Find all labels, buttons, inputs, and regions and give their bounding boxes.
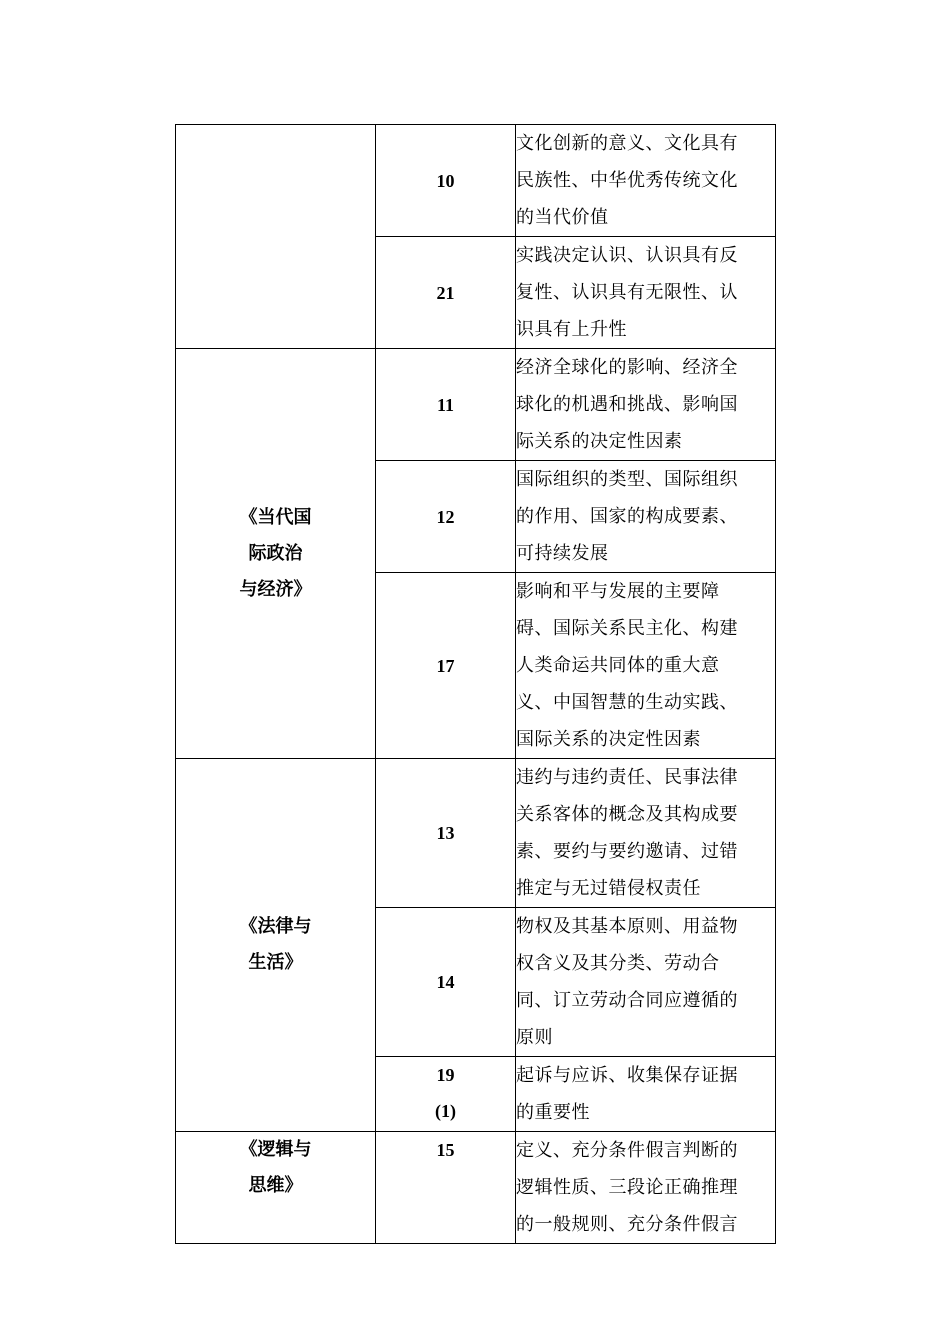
table-row: [176, 759, 776, 908]
topic-line: 复性、认识具有无限性、认: [516, 282, 738, 303]
topic-line: 违约与违约责任、民事法律: [516, 767, 738, 788]
module-cell-international-politics: [176, 349, 376, 759]
question-number: 17: [376, 573, 516, 759]
topic-line: 影响和平与发展的主要障: [516, 581, 720, 602]
topic-line: 国际组织的类型、国际组织: [516, 469, 738, 490]
table-row: [176, 1132, 776, 1244]
topic-line: 文化创新的意义、文化具有: [516, 133, 738, 154]
topic-line: 的当代价值: [516, 207, 609, 228]
topic-line: 推定与无过错侵权责任: [516, 878, 701, 899]
topic-cell: [516, 573, 776, 759]
topic-line: 民族性、中华优秀传统文化: [516, 170, 738, 191]
topic-cell: [516, 125, 776, 237]
module-cell-law-and-life: [176, 759, 376, 1132]
question-number: 21: [376, 237, 516, 349]
topic-line: 识具有上升性: [516, 319, 627, 340]
module-title-line: 思维》: [248, 1175, 303, 1196]
topic-line: 素、要约与要约邀请、过错: [516, 841, 738, 862]
topic-cell: [516, 759, 776, 908]
table-row: [176, 349, 776, 461]
topic-line: 实践决定认识、认识具有反: [516, 245, 738, 266]
module-cell-logic-and-thinking: [176, 1132, 376, 1244]
topic-cell: [516, 1132, 776, 1244]
topic-line: 国际关系的决定性因素: [516, 729, 701, 750]
topic-line: 权含义及其分类、劳动合: [516, 953, 720, 974]
question-number-sub: (1): [435, 1101, 456, 1121]
topic-line: 起诉与应诉、收集保存证据: [516, 1065, 738, 1086]
module-title-line: 《当代国: [239, 506, 312, 528]
topic-line: 经济全球化的影响、经济全: [516, 357, 738, 378]
module-title-line: 生活》: [248, 952, 303, 973]
topic-cell: [516, 349, 776, 461]
topic-line: 的作用、国家的构成要素、: [516, 506, 738, 527]
topic-line: 义、中国智慧的生动实践、: [516, 692, 738, 713]
topic-cell: [516, 908, 776, 1057]
topic-line: 物权及其基本原则、用益物: [516, 916, 738, 937]
table-row: [176, 125, 776, 237]
topic-line: 碍、国际关系民主化、构建: [516, 618, 738, 639]
topic-line: 的重要性: [516, 1102, 590, 1123]
question-number: 13: [376, 759, 516, 908]
topic-cell: [516, 1057, 776, 1132]
topic-line: 逻辑性质、三段论正确推理: [516, 1177, 738, 1198]
question-number-line: 19: [436, 1065, 455, 1085]
topic-line: 可持续发展: [516, 543, 609, 564]
topic-line: 同、订立劳动合同应遵循的: [516, 990, 738, 1011]
question-number: [376, 1057, 516, 1132]
question-number: 11: [376, 349, 516, 461]
topic-line: 的一般规则、充分条件假言: [516, 1214, 738, 1235]
topic-line: 际关系的决定性因素: [516, 431, 683, 452]
module-title-line: 际政治: [248, 542, 303, 564]
module-title-line: 《法律与: [239, 916, 312, 937]
module-title-line: 与经济》: [239, 578, 312, 600]
topic-cell: [516, 237, 776, 349]
topic-cell: [516, 461, 776, 573]
topic-line: 关系客体的概念及其构成要: [516, 804, 738, 825]
question-number: 14: [376, 908, 516, 1057]
topic-line: 球化的机遇和挑战、影响国: [516, 394, 738, 415]
question-number: 12: [376, 461, 516, 573]
module-title-line: 《逻辑与: [239, 1139, 312, 1160]
module-cell-blank: [176, 125, 376, 349]
syllabus-table: [175, 124, 776, 1244]
topic-line: 人类命运共同体的重大意: [516, 655, 720, 676]
question-number: 15: [376, 1132, 516, 1244]
topic-line: 原则: [516, 1027, 553, 1048]
question-number: 10: [376, 125, 516, 237]
topic-line: 定义、充分条件假言判断的: [516, 1140, 738, 1161]
